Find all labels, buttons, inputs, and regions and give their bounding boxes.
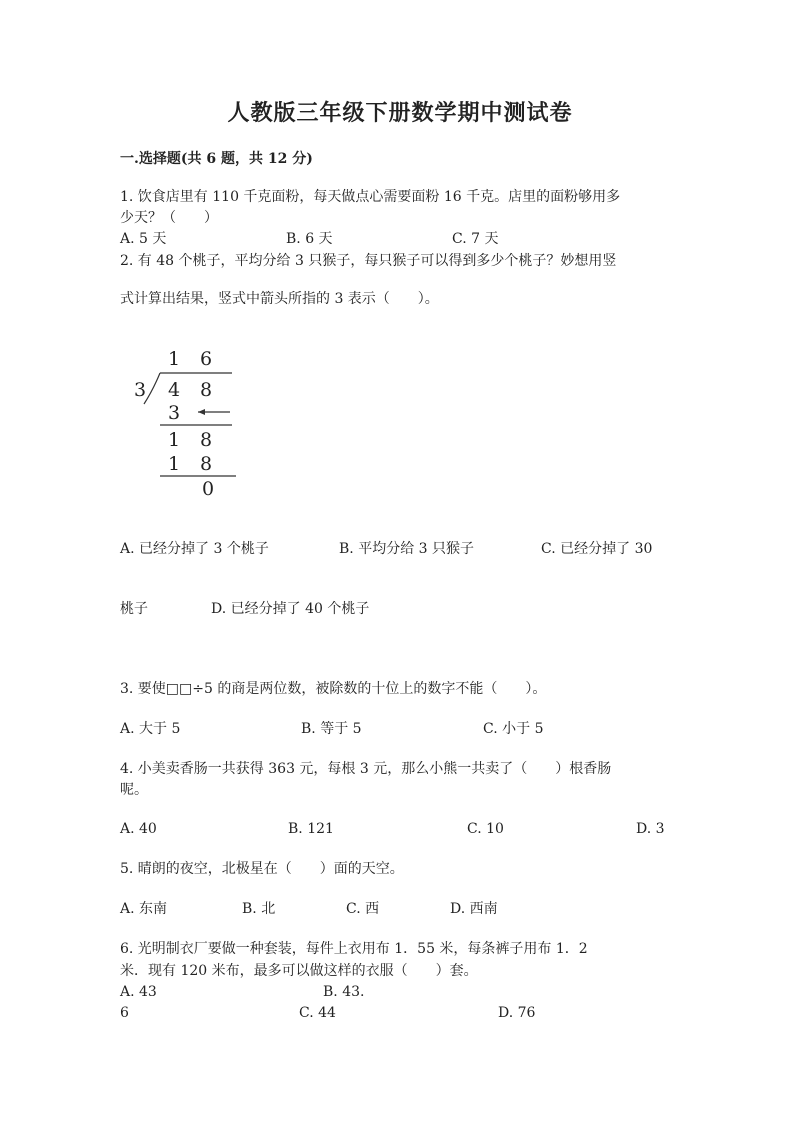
q6-option-b: B. 43. xyxy=(323,984,365,1000)
q2-option-b: B. 平均分给 3 只猴子 xyxy=(339,541,474,557)
q4-text-line2: 呢。 xyxy=(120,782,148,798)
quotient-digit: 1 xyxy=(168,348,181,370)
page-title: 人教版三年级下册数学期中测试卷 xyxy=(227,100,573,126)
q4-option-c: C. 10 xyxy=(467,821,504,837)
quotient-digit: 6 xyxy=(200,348,213,370)
q2-text-line2: 式计算出结果，竖式中箭头所指的 3 表示（ ）。 xyxy=(120,291,439,307)
q1-text-line1: 1. 饮食店里有 110 千克面粉，每天做点心需要面粉 16 千克。店里的面粉够用多 xyxy=(120,189,621,205)
q5-option-d: D. 西南 xyxy=(450,901,498,917)
q5-text: 5. 晴朗的夜空，北极星在（ ）面的天空。 xyxy=(120,861,404,877)
divisor: 3 xyxy=(134,379,147,401)
q2-option-d: D. 已经分掉了 40 个桃子 xyxy=(211,601,370,617)
q6-option-b-continued: 6 xyxy=(120,1005,129,1021)
step-digit: 8 xyxy=(200,453,213,475)
division-bracket xyxy=(144,373,160,404)
dividend-digit: 8 xyxy=(200,379,213,401)
step-digit: 1 xyxy=(168,429,181,451)
q3-option-c: C. 小于 5 xyxy=(483,721,544,737)
q1-option-b: B. 6 天 xyxy=(286,231,333,247)
q1-option-c: C. 7 天 xyxy=(452,231,499,247)
q6-text-line1: 6. 光明制衣厂要做一种套装，每件上衣用布 1．55 米，每条裤子用布 1．2 xyxy=(120,941,588,957)
q2-text-line1: 2. 有 48 个桃子，平均分给 3 只猴子，每只猴子可以得到多少个桃子？妙想用竖 xyxy=(120,253,617,269)
q1-text-line2: 少天？（ ） xyxy=(120,210,218,226)
q3-option-b: B. 等于 5 xyxy=(301,721,362,737)
q4-text-line1: 4. 小美卖香肠一共获得 363 元，每根 3 元，那么小熊一共卖了（ ）根香肠 xyxy=(120,761,612,777)
q4-option-d: D. 3 xyxy=(636,821,665,837)
q5-option-a: A. 东南 xyxy=(120,901,168,917)
section-heading: 一.选择题(共 6 题，共 12 分) xyxy=(120,151,313,167)
q2-option-a: A. 已经分掉了 3 个桃子 xyxy=(120,541,269,557)
remainder: 0 xyxy=(202,478,215,500)
q1-option-a: A. 5 天 xyxy=(120,231,167,247)
q6-option-d: D. 76 xyxy=(498,1005,536,1021)
q4-option-b: B. 121 xyxy=(288,821,334,837)
step-digit: 1 xyxy=(168,453,181,475)
step-digit: 8 xyxy=(200,429,213,451)
dividend-digit: 4 xyxy=(168,379,181,401)
q5-option-c: C. 西 xyxy=(346,901,380,917)
long-division-diagram xyxy=(120,340,260,510)
q4-option-a: A. 40 xyxy=(120,821,157,837)
q5-option-b: B. 北 xyxy=(242,901,276,917)
q3-option-a: A. 大于 5 xyxy=(120,721,181,737)
q2-option-c: C. 已经分掉了 30 xyxy=(541,541,653,557)
q6-option-c: C. 44 xyxy=(299,1005,336,1021)
q2-option-c-continued: 桃子 xyxy=(120,601,148,617)
q6-option-a: A. 43 xyxy=(120,984,157,1000)
q6-text-line2: 米．现有 120 米布，最多可以做这样的衣服（ ）套。 xyxy=(120,963,478,979)
arrow-head-icon xyxy=(198,409,205,415)
step-product: 3 xyxy=(168,402,181,424)
q3-text: 3. 要使□□÷5 的商是两位数，被除数的十位上的数字不能（ ）。 xyxy=(120,681,547,697)
